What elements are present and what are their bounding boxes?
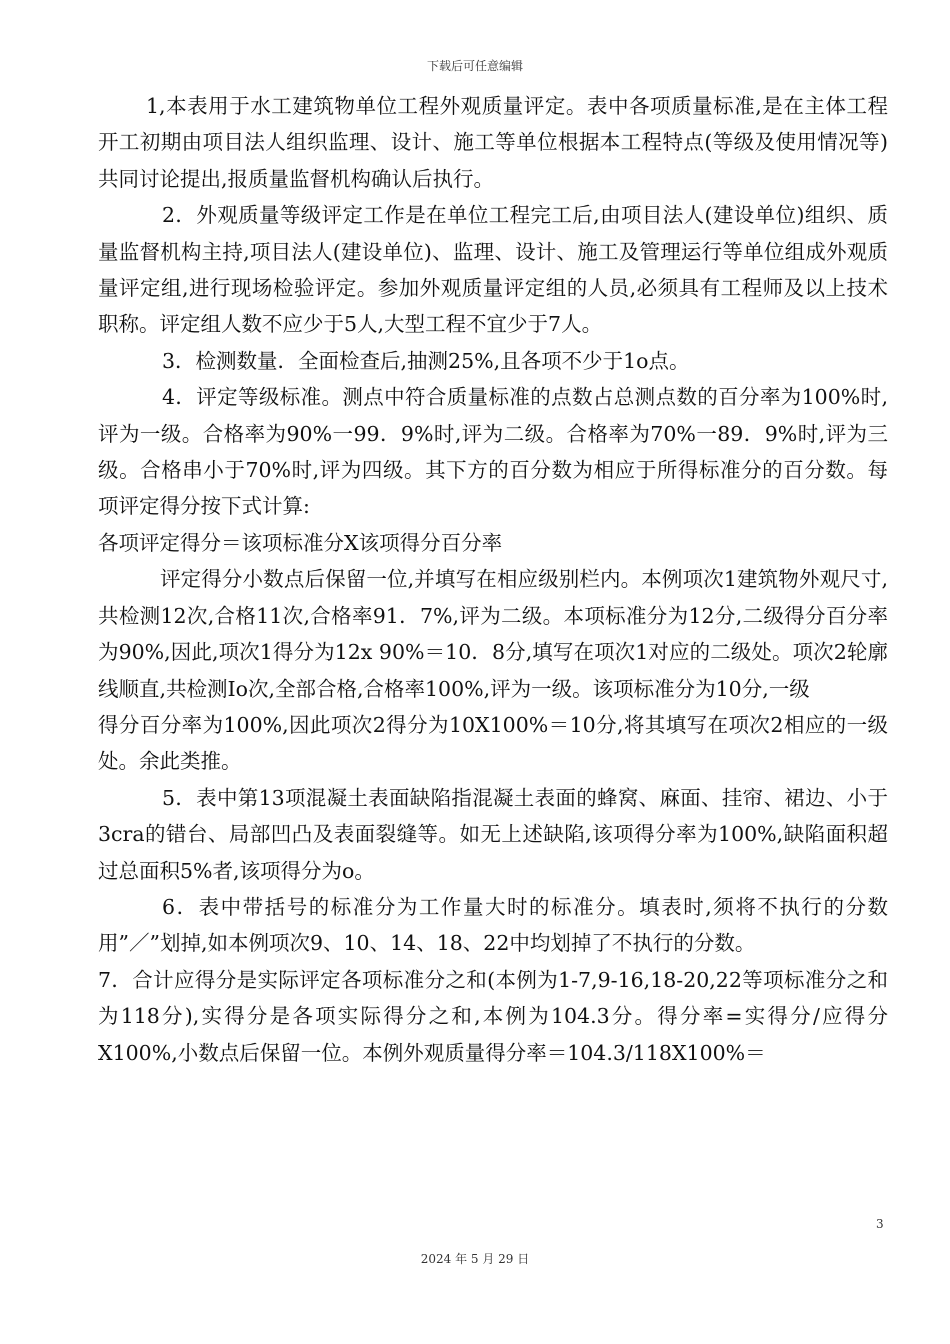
paragraph-6: 得分百分率为100%,因此项次2得分为10X100%＝10分,将其填写在项次2相应的一级处。余此类推。	[98, 712, 888, 774]
formula-line: 各项评定得分＝该项标准分X该项得分百分率	[98, 530, 503, 555]
paragraph-1: 1,本表用于水工建筑物单位工程外观质量评定。表中各项质量标准,是在主体工程开工初期由项目法人组织监理、设计、施工等单位根据本工程特点(等级及使用情况等)共同讨论提出,报质量监督机构确认后执行。	[98, 94, 888, 191]
footer-date: 2024 年 5 月 29 日	[420, 1252, 530, 1266]
page-number: 3	[876, 1217, 884, 1231]
paragraph-7: 5．表中第13项混凝土表面缺陷指混凝土表面的蜂窝、麻面、挂帘、裙边、小于3cra的错台、局部凹凸及表面裂缝等。如无上述缺陷,该项得分率为100%,缺陷面积超过总面积5%者,该项得分为o。	[98, 785, 888, 883]
document-body	[98, 88, 888, 1071]
paragraph-2: 2．外观质量等级评定工作是在单位工程完工后,由项目法人(建设单位)组织、质量监督机构主持,项目法人(建设单位)、监理、设计、施工及管理运行等单位组成外观质量评定组,进行现场检验评定。参加外观质量评定组的人员,必须具有工程师及以上技术职称。评定组人数不应少于5人,大型工程不宜少于7人。	[98, 203, 888, 337]
paragraph-8: 6．表中带括号的标准分为工作量大时的标准分。填表时,须将不执行的分数用”／”划掉,如本例项次9、10、14、18、22中均划掉了不执行的分数。	[98, 894, 888, 956]
paragraph-9: 7．合计应得分是实际评定各项标准分之和(本例为1-7,9-16,18-20,22等项标准分之和为118分),实得分是各项实际得分之和,本例为104.3分。得分率=实得分/应得分X100%,小数点后保留一位。本例外观质量得分率＝104.3/118X100%＝	[98, 967, 888, 1065]
page-header: 下载后可任意编辑	[426, 59, 523, 73]
paragraph-4: 4．评定等级标准。测点中符合质量标准的点数占总测点数的百分率为100%时,评为一级。合格率为90%一99．9%时,评为二级。合格率为70%一89．9%时,评为三级。合格串小于70%时,评为四级。其下方的百分数为相应于所得标准分的百分数。每项评定得分按下式计算:	[98, 385, 888, 519]
paragraph-3: 3．检测数量．全面检查后,抽测25%,且各项不少于1o点。	[162, 348, 690, 373]
paragraph-5: 评定得分小数点后保留一位,并填写在相应级别栏内。本例项次1建筑物外观尺寸,共检测12次,合格11次,合格率91．7%,评为二级。本项标准分为12分,二级得分百分率为90%,因此,项次1得分为12x 90%＝10．8分,填写在项次1对应的二级处。项次2轮廓线顺直,共检测Io次,全部合格,合格率100%,评为一级。该项标准分为10分,一级	[98, 567, 888, 701]
